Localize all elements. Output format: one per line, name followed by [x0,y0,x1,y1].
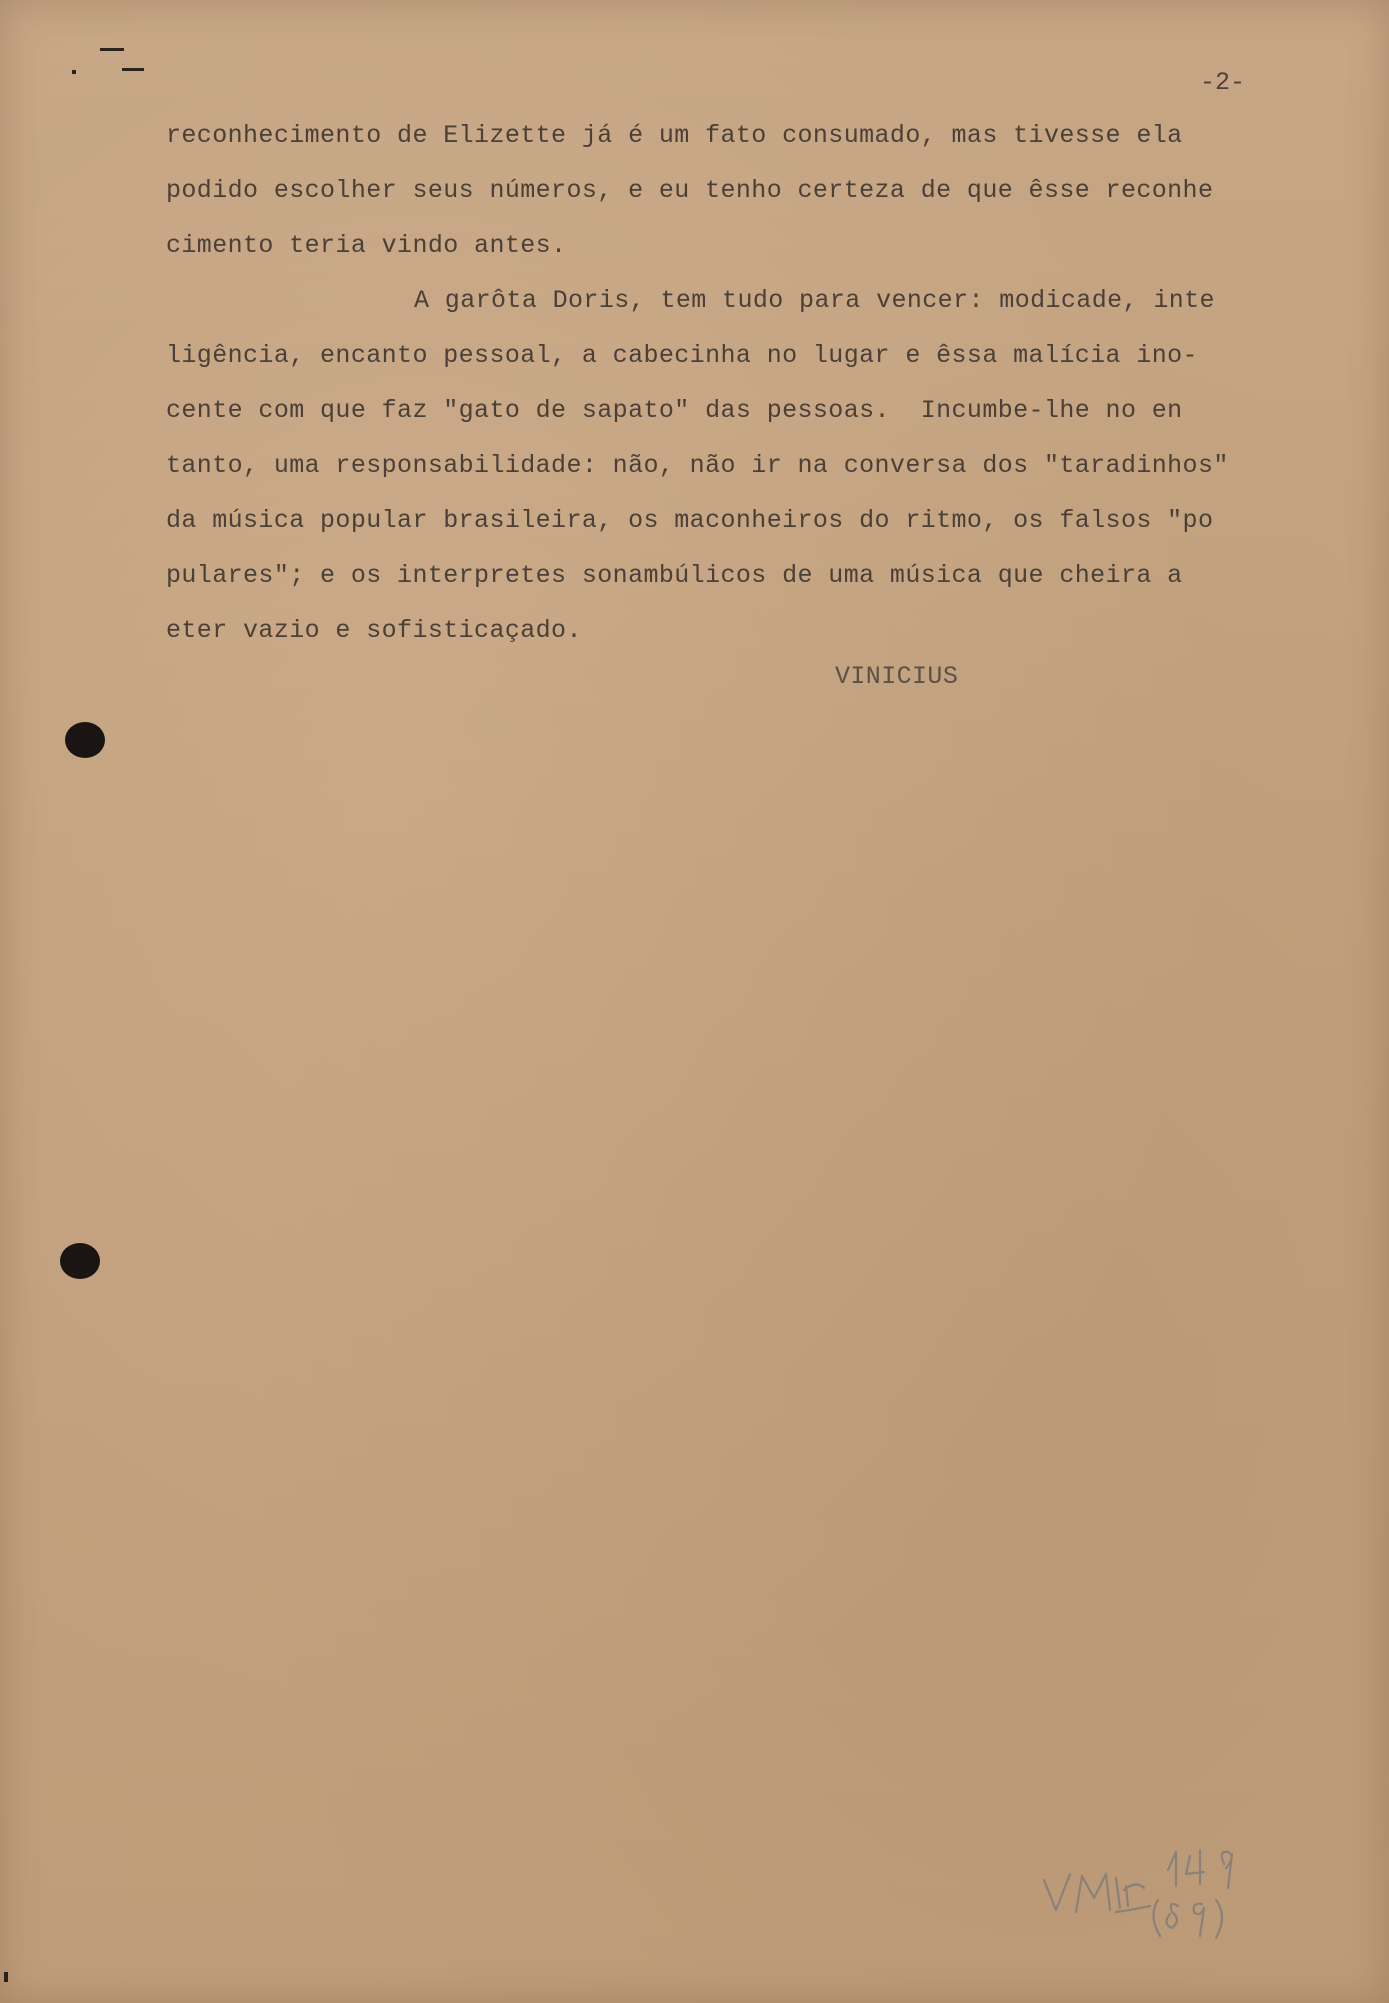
text-line: reconhecimento de Elizette já é um fato consumado, mas tivesse ela [166,121,1183,150]
page-number: -2- [1200,68,1246,97]
ink-speck [72,70,76,74]
ink-speck [4,1972,8,1982]
text-line: da música popular brasileira, os maconheiros do ritmo, os falsos "po [166,506,1214,535]
handwritten-pencil-note [1040,1840,1270,1950]
text-line: ligência, encanto pessoal, a cabecinha no lugar e êssa malícia ino- [166,341,1198,370]
text-line: cimento teria vindo antes. [166,231,567,260]
punch-hole [65,722,105,758]
typed-text-body [166,108,1326,658]
signature: VINICIUS [835,662,959,691]
ink-speck [122,68,144,71]
ink-speck [100,48,124,51]
text-line: cente com que faz "gato de sapato" das pessoas. Incumbe-lhe no en [166,396,1183,425]
text-line: A garôta Doris, tem tudo para vencer: modicade, inte [414,286,1215,315]
text-line: eter vazio e sofisticaçado. [166,616,582,645]
punch-hole [60,1243,100,1279]
text-line: pulares"; e os interpretes sonambúlicos de uma música que cheira a [166,561,1183,590]
text-line: tanto, uma responsabilidade: não, não ir na conversa dos "taradinhos" [166,451,1229,480]
text-line: podido escolher seus números, e eu tenho certeza de que êsse reconhe [166,176,1214,205]
